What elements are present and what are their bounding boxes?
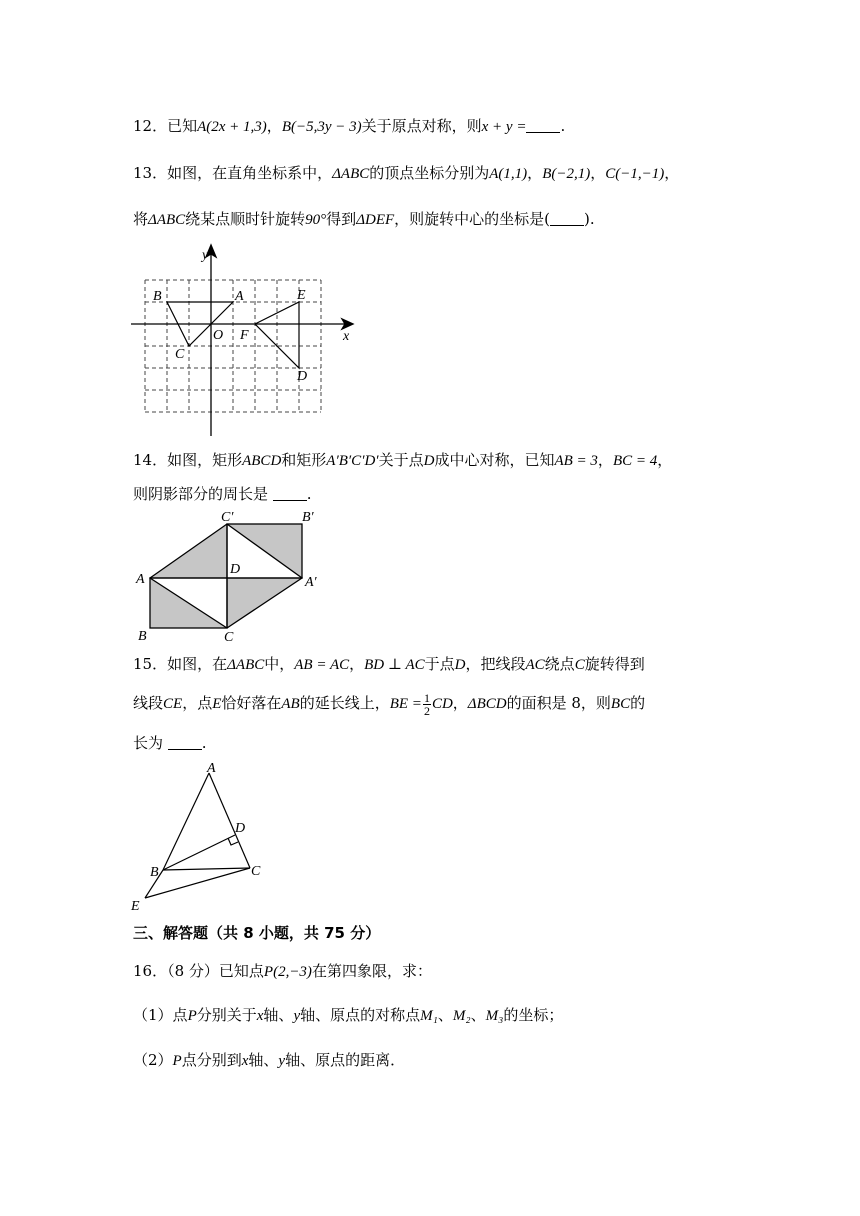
figure-14-rectangles — [130, 506, 330, 646]
label-c: C — [251, 864, 261, 879]
question-14-line2: 则阴影部分的周长是 . — [133, 485, 312, 503]
label-c: C — [175, 347, 185, 362]
question-16: 16．（8 分）已知点P(2,−3)在第四象限，求： — [133, 962, 432, 980]
question-15-line1: 15．如图，在ΔABC中，AB = AC，BD ⊥ AC于点D，把线段AC绕点C旋转得到 — [133, 655, 645, 673]
question-12: 12．已知A(2x + 1,3)，B(−5,3y − 3)关于原点对称，则x + y = . — [133, 117, 566, 135]
label-c-prime: C′ — [221, 510, 234, 525]
q15-number: 15． — [133, 655, 168, 673]
label-b: B — [153, 289, 162, 304]
point-a-expr: A(2x + 1,3) — [197, 119, 267, 135]
x-axis-label: x — [343, 329, 350, 344]
question-16-part-2: （2）P点分别到x轴、y轴、原点的距离． — [133, 1051, 406, 1069]
answer-blank-15[interactable] — [168, 735, 202, 750]
q14-number: 14． — [133, 451, 168, 469]
label-a: A — [235, 289, 244, 304]
label-f: F — [240, 328, 249, 343]
shaded-regions — [150, 524, 302, 628]
label-a: A — [136, 572, 145, 587]
label-a: A — [207, 761, 216, 776]
fraction-one-half: $\frac{1}{2}$ — [423, 690, 430, 718]
point-b-expr: B(−5,3y − 3) — [281, 119, 362, 135]
question-15-line3: 长为 . — [133, 734, 207, 752]
sum-expr: x + y = — [481, 119, 527, 135]
q12-number: 12． — [133, 117, 168, 135]
question-13-line2: 将ΔABC绕某点顺时针旋转90°得到ΔDEF，则旋转中心的坐标是( ). — [133, 210, 595, 228]
section-3-heading: 三、解答题（共 8 小题，共 75 分） — [133, 924, 381, 942]
label-d: D — [235, 821, 246, 836]
question-13-line1: 13．如图，在直角坐标系中，ΔABC的顶点坐标分别为A(1,1)，B(−2,1)，C(−1,−1)， — [133, 164, 680, 182]
answer-blank-12[interactable] — [526, 118, 560, 133]
figure-15-triangle — [125, 758, 275, 913]
question-14-line1: 14．如图，矩形ABCD和矩形A′B′C′D′关于点D成中心对称，已知AB = 3，BC = 4， — [133, 451, 673, 469]
label-e: E — [131, 899, 140, 913]
label-o: O — [213, 328, 224, 343]
label-b-prime: B′ — [302, 510, 314, 525]
label-b: B — [138, 629, 147, 644]
figure-13-coordinate-grid — [125, 240, 365, 440]
label-e: E — [297, 288, 306, 303]
question-15-line2: 线段CE，点E恰好落在AB的延长线上，BE = $\frac{1}{2}$ CD，ΔBCD的面积是 8，则BC的 — [133, 690, 646, 718]
label-d: D — [230, 562, 241, 577]
q16-number: 16． — [133, 962, 168, 980]
q13-number: 13． — [133, 164, 168, 182]
label-c: C — [224, 630, 234, 645]
grid-lines — [145, 280, 321, 412]
label-b: B — [150, 865, 159, 880]
answer-blank-14[interactable] — [273, 486, 307, 501]
label-a-prime: A′ — [305, 575, 317, 590]
label-d: D — [297, 369, 308, 384]
y-axis-label: y — [202, 248, 209, 263]
question-16-part-1: （1）点P分别关于x轴、y轴、原点的对称点M₁、M₂、M₃的坐标； — [133, 1006, 564, 1024]
answer-blank-13[interactable] — [550, 211, 584, 226]
